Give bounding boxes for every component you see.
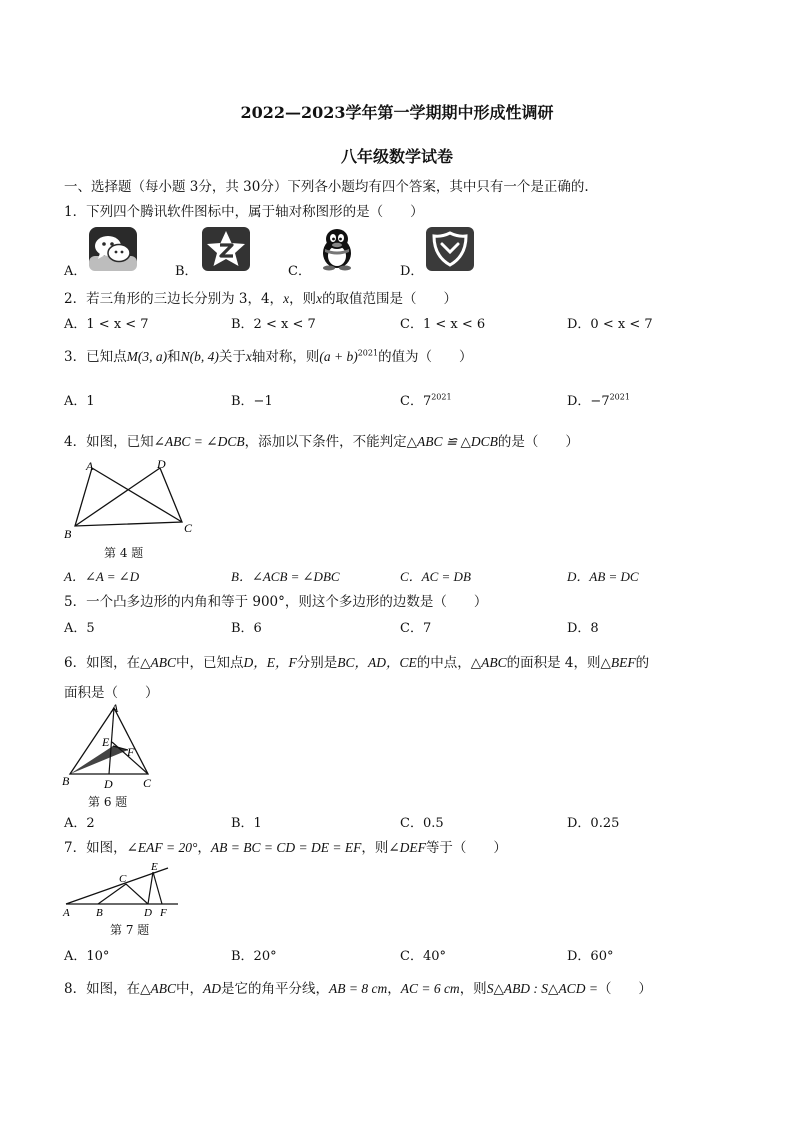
q8-stem: 8．如图，在△ABC中，AD是它的角平分线，AB = 8 cm，AC = 6 cm，则S△ABD : S△ACD =（ ） — [64, 981, 652, 997]
q2-stem: 2．若三角形的三边长分别为 3，4，x，则x的取值范围是（ ） — [64, 291, 458, 307]
q6-option-a[interactable]: A．2 — [64, 816, 95, 831]
q4-option-c[interactable]: C．AC = DB — [400, 569, 471, 584]
q6-point-e: E — [102, 735, 110, 749]
q5-option-b[interactable]: B．6 — [231, 621, 262, 636]
q4-point-a: A — [86, 459, 94, 473]
q7-stem: 7．如图，∠EAF = 20°，AB = BC = CD = DE = EF，则∠DEF等于（ ） — [64, 840, 507, 856]
q5-stem: 5．一个凸多边形的内角和等于 900°，则这个多边形的边数是（ ） — [64, 594, 488, 610]
q7-option-a[interactable]: A．10° — [64, 949, 110, 964]
q4-point-b: B — [64, 527, 72, 541]
q7-point-d: D — [144, 907, 152, 919]
section-heading: 一、选择题（每小题 3分，共 30分）下列各小题均有四个答案，其中只有一个是正确的. — [64, 179, 589, 195]
tencent-manager-icon — [425, 226, 475, 272]
qq-penguin-icon — [312, 226, 362, 272]
q1-option-b-label: B． — [175, 264, 198, 279]
q1-option-c-label: C． — [288, 264, 311, 279]
q2-option-c[interactable]: C．1 < x < 6 — [400, 317, 486, 332]
q4-option-d[interactable]: D．AB = DC — [567, 569, 639, 584]
q4-point-d: D — [157, 457, 166, 471]
q4-figure — [60, 456, 200, 542]
q6-point-c: C — [143, 776, 152, 790]
q3-option-b[interactable]: B．−1 — [231, 394, 273, 409]
q3-stem: 3．已知点M(3, a)和N(b, 4)关于x轴对称，则$(a + b)^{2021}$的值为（ ） — [64, 348, 473, 365]
q6-stem-line2: 面积是（ ） — [64, 685, 159, 701]
q4-figure-caption: 第 4 题 — [104, 546, 144, 560]
q7-point-c: C — [119, 873, 127, 885]
q2-option-a[interactable]: A．1 < x < 7 — [64, 317, 149, 332]
q7-point-b: B — [96, 907, 103, 919]
q6-point-b: B — [62, 774, 70, 788]
q6-point-d: D — [104, 777, 113, 790]
q7-figure — [60, 858, 182, 920]
q7-point-f: F — [160, 907, 167, 919]
wechat-icon — [88, 226, 138, 272]
q4-point-c: C — [184, 521, 193, 535]
q4-stem: 4．如图，已知∠ABC = ∠DCB，添加以下条件，不能判定△ABC ≌ △DCB的是（ ） — [64, 434, 579, 450]
q1-option-d-label: D． — [400, 264, 424, 279]
q7-option-b[interactable]: B．20° — [231, 949, 277, 964]
q7-option-c[interactable]: C．40° — [400, 949, 446, 964]
q2-option-d[interactable]: D．0 < x < 7 — [567, 317, 653, 332]
q7-option-d[interactable]: D．60° — [567, 949, 614, 964]
q6-point-a: A — [111, 701, 119, 715]
q1-stem: 1．下列四个腾讯软件图标中，属于轴对称图形的是（ ） — [64, 204, 424, 220]
q2-option-b[interactable]: B．2 < x < 7 — [231, 317, 316, 332]
q6-point-f: F — [127, 745, 135, 759]
q3-option-d[interactable]: D．$-7^{2021}$ — [567, 392, 630, 409]
exam-title: 2022—2023学年第一学期期中形成性调研 — [240, 103, 554, 122]
q3-option-a[interactable]: A．1 — [64, 394, 95, 409]
q7-point-e: E — [151, 861, 158, 873]
q6-option-d[interactable]: D．0.25 — [567, 816, 620, 831]
q5-option-c[interactable]: C．7 — [400, 621, 432, 636]
q6-stem-line1: 6．如图，在△ABC中，已知点D，E，F分别是BC，AD，CE的中点，△ABC的面积是 4，则△BEF的 — [64, 655, 650, 671]
q7-point-a: A — [63, 907, 70, 919]
exam-subtitle: 八年级数学试卷 — [340, 147, 453, 166]
q6-figure — [60, 700, 160, 790]
q6-figure-caption: 第 6 题 — [88, 795, 128, 809]
q7-figure-caption: 第 7 题 — [110, 923, 150, 937]
q1-option-a-label: A． — [64, 264, 87, 279]
q4-option-a[interactable]: A．∠A = ∠D — [64, 569, 140, 584]
q4-option-b[interactable]: B．∠ACB = ∠DBC — [231, 569, 340, 584]
q5-option-d[interactable]: D．8 — [567, 621, 599, 636]
q6-option-b[interactable]: B．1 — [231, 816, 262, 831]
q5-option-a[interactable]: A．5 — [64, 621, 95, 636]
q3-option-c[interactable]: C．$7^{2021}$ — [400, 392, 452, 409]
qzone-icon — [201, 226, 251, 272]
q6-option-c[interactable]: C．0.5 — [400, 816, 444, 831]
